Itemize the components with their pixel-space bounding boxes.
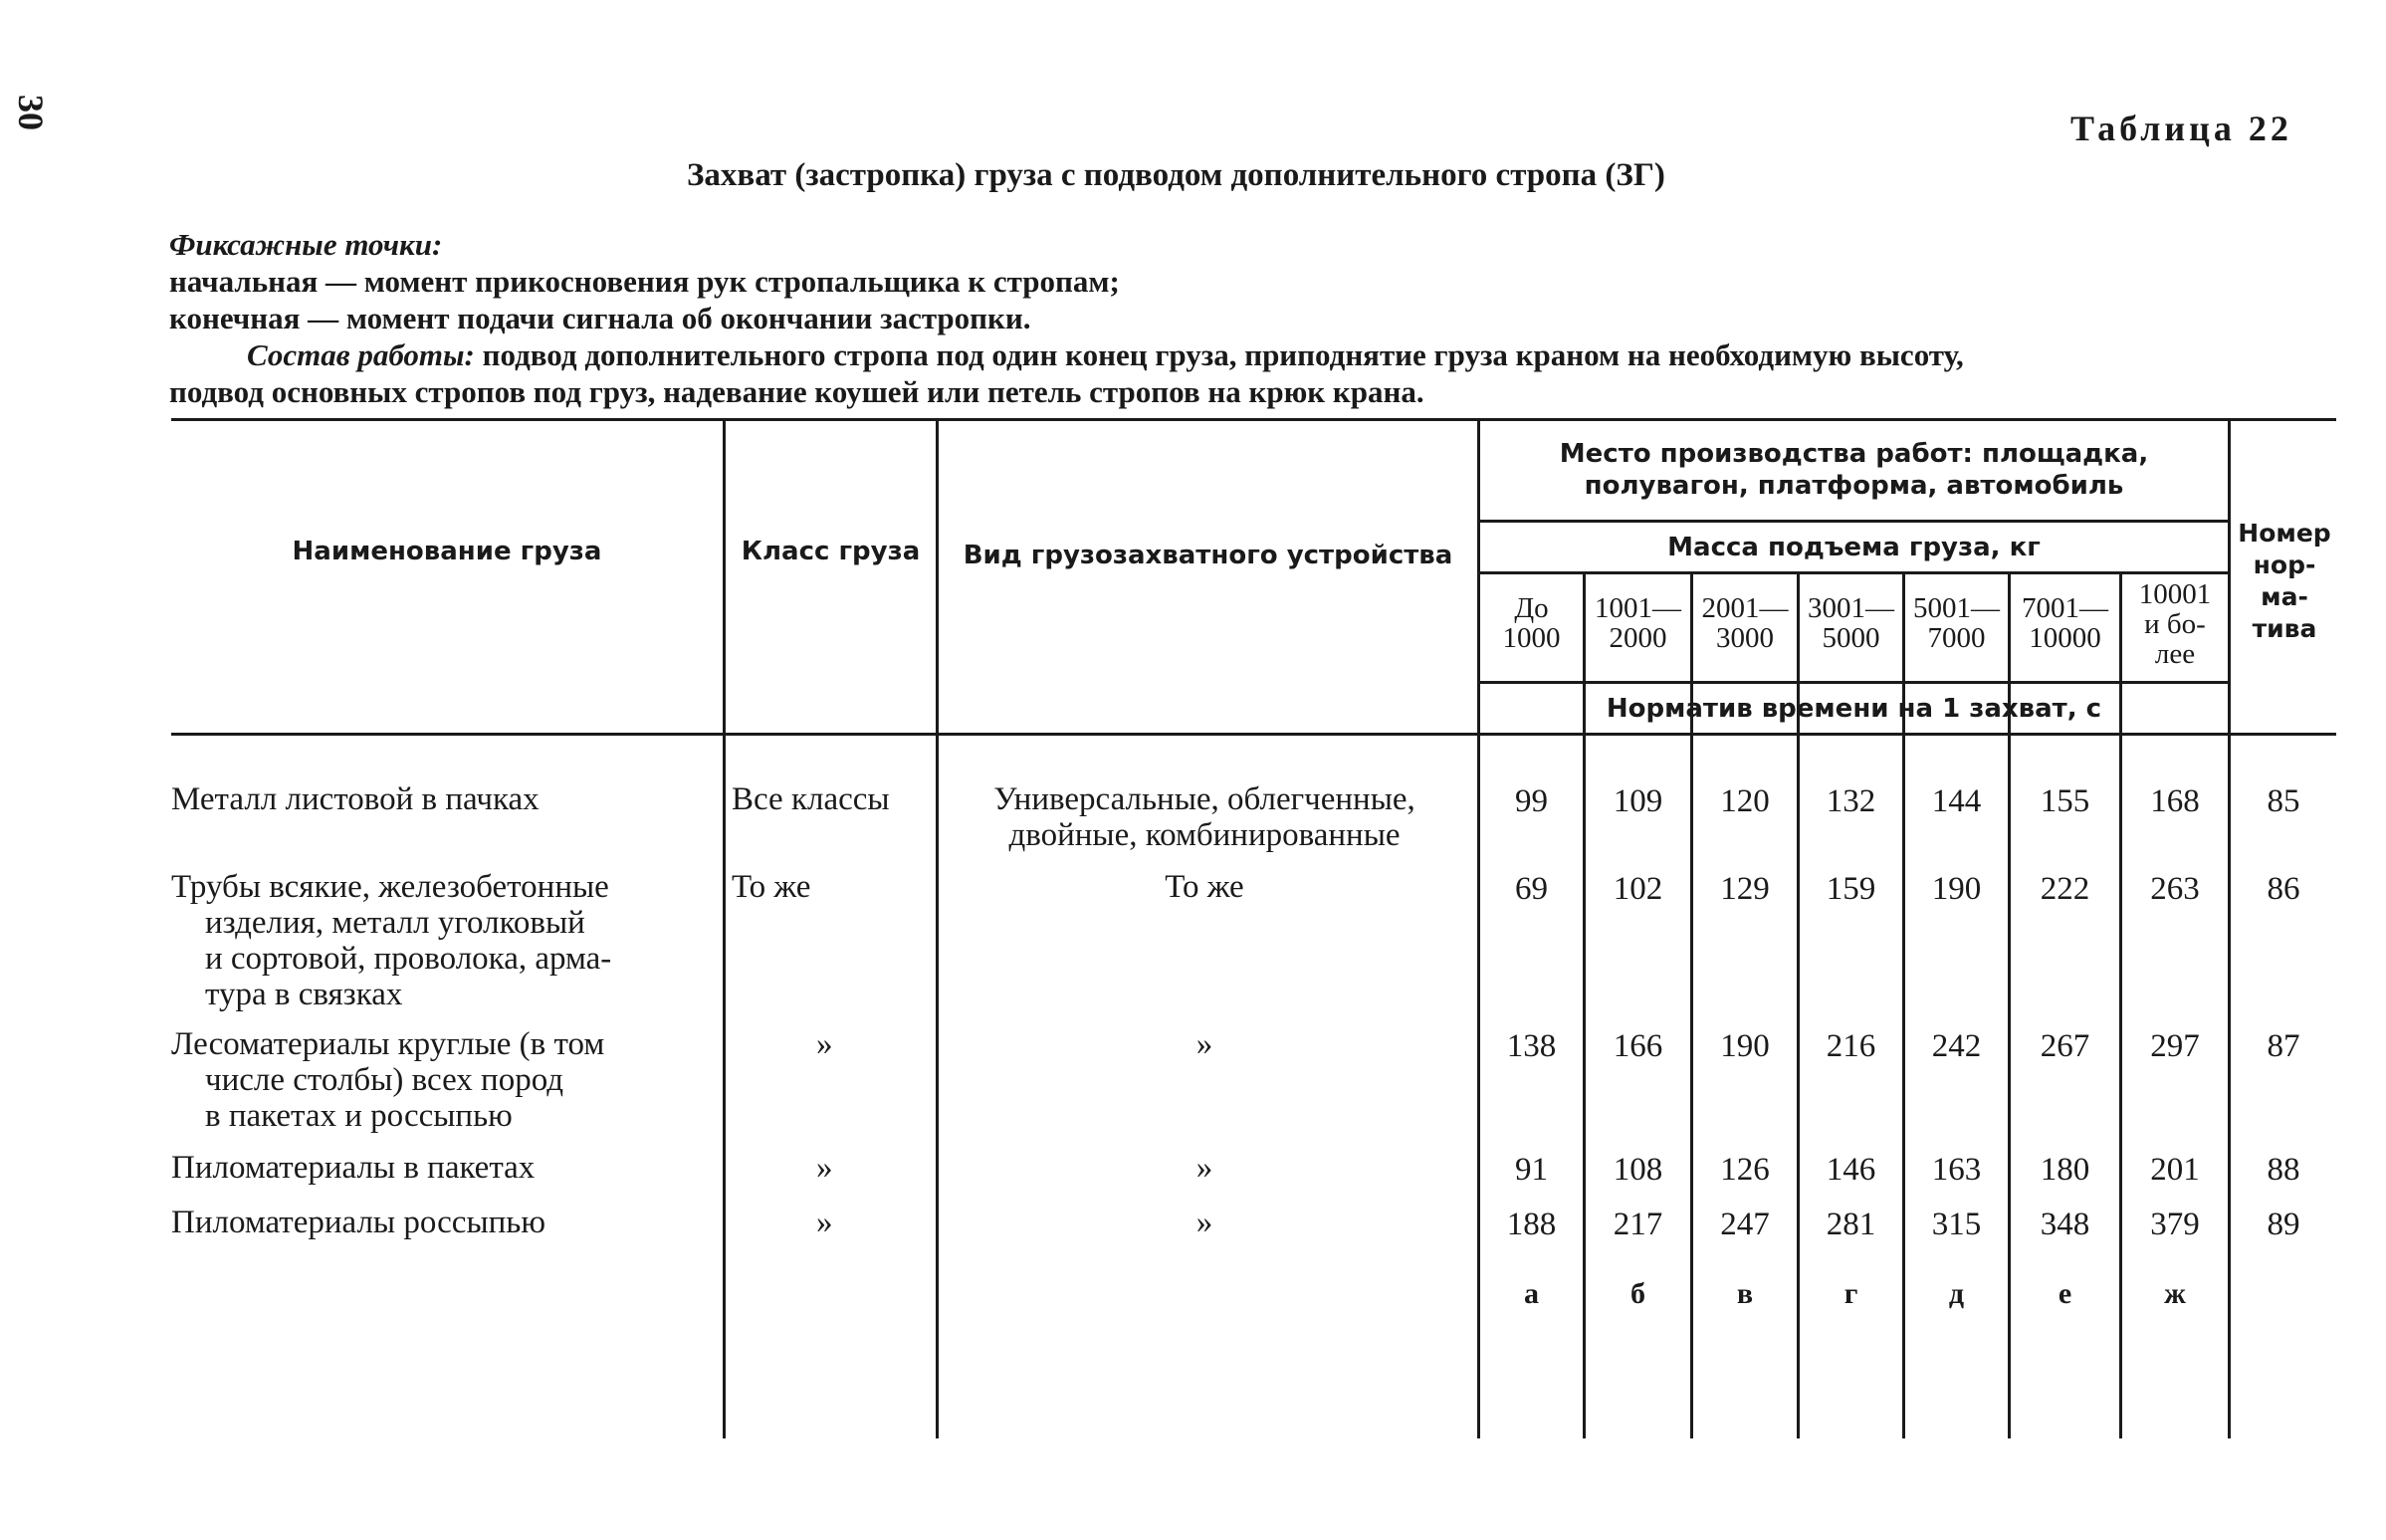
row-time-value: 188 [1506, 1207, 1557, 1242]
row-norm-number: 85 [2267, 783, 2300, 819]
header-place-line1: Место производства работ: площадка, [1559, 439, 2149, 469]
row-cargo-name [171, 1205, 709, 1240]
mass-range-line: 7001— [2022, 592, 2108, 624]
composition-text1: подвод дополнительного стропа под один конец груза, приподнятие груза краном на необходимую высоту, [482, 337, 1964, 372]
row-time-value: 129 [1720, 871, 1770, 907]
row-time-value: 109 [1613, 783, 1663, 819]
mass-range-line: 1000 [1502, 622, 1561, 654]
cargo-name-line: тура в связках [205, 977, 403, 1012]
cargo-name-line: изделия, металл уголковый [205, 905, 585, 941]
row-time-value: 102 [1613, 871, 1663, 907]
mass-range-line: 1001— [1595, 592, 1681, 624]
column-letter: ж [2164, 1277, 2186, 1310]
row-time-value: 281 [1826, 1207, 1876, 1242]
row-time-value: 155 [2040, 783, 2090, 819]
header-place-line2: полувагон, платформа, автомобиль [1584, 471, 2124, 501]
row-time-value: 108 [1613, 1152, 1663, 1188]
row-device-type: Универсальные, облегченные, двойные, комбинированные [993, 781, 1415, 853]
mass-range-line: 10000 [2029, 622, 2101, 654]
row-cargo-name [171, 1150, 709, 1186]
row-time-value: 315 [1931, 1207, 1982, 1242]
row-time-value: 190 [1931, 871, 1982, 907]
column-letter: г [1844, 1277, 1858, 1310]
row-time-value: 222 [2040, 871, 2090, 907]
cargo-name-line: Трубы всякие, железобетонные [171, 869, 609, 905]
column-letter: а [1524, 1277, 1539, 1310]
row-time-value: 163 [1931, 1152, 1982, 1188]
mass-range-header [2011, 593, 2119, 653]
row-time-value: 99 [1515, 783, 1548, 819]
row-cargo-name [171, 869, 709, 1012]
fix-point-end: конечная — момент подачи сигнала об окончании застропки. [169, 301, 1031, 335]
row-device-type: » [1195, 1026, 1213, 1062]
row-cargo-class: Все классы [732, 781, 890, 817]
row-cargo-name [171, 781, 709, 817]
mass-range-line: 5000 [1822, 622, 1880, 654]
row-time-value: 348 [2040, 1207, 2090, 1242]
row-device-type: » [1195, 1205, 1213, 1240]
table-title: Захват (застропка) груза с подводом дополнительного стропа (ЗГ) [687, 157, 1665, 193]
mass-range-header [1693, 593, 1797, 653]
row-time-value: 132 [1826, 783, 1876, 819]
cargo-name-line: Пиломатериалы в пакетах [171, 1150, 536, 1186]
header-device: Вид грузозахватного устройства [963, 541, 1453, 570]
row-norm-number: 89 [2267, 1207, 2300, 1242]
mass-range-header [1586, 593, 1690, 653]
row-time-value: 242 [1931, 1028, 1982, 1064]
row-time-value: 166 [1613, 1028, 1663, 1064]
row-time-value: 120 [1720, 783, 1770, 819]
mass-range-line: 2001— [1701, 592, 1789, 624]
mass-range-line: 2000 [1609, 622, 1667, 654]
header-norm-time: Норматив времени на 1 захват, с [1606, 694, 2102, 724]
composition-line1 [247, 337, 1964, 373]
row-time-value: 190 [1720, 1028, 1770, 1064]
row-cargo-class: То же [732, 869, 811, 905]
cargo-name-line: и сортовой, проволока, арма- [205, 941, 612, 977]
row-time-value: 267 [2040, 1028, 2090, 1064]
row-time-value: 247 [1720, 1207, 1770, 1242]
cargo-name-line: Пиломатериалы россыпью [171, 1205, 545, 1240]
row-cargo-class: » [816, 1026, 833, 1062]
row-time-value: 126 [1720, 1152, 1770, 1188]
row-cargo-class: » [816, 1150, 833, 1186]
row-time-value: 69 [1515, 871, 1548, 907]
composition-line2: подвод основных стропов под груз, надевание коушей или петель стропов на крюк крана. [169, 374, 1424, 409]
row-norm-number: 86 [2267, 871, 2300, 907]
row-time-value: 216 [1826, 1028, 1876, 1064]
mass-range-header [1480, 593, 1583, 653]
mass-range-line: 3000 [1716, 622, 1774, 654]
row-time-value: 146 [1826, 1152, 1876, 1188]
header-class: Класс груза [741, 537, 921, 566]
row-time-value: 138 [1506, 1028, 1557, 1064]
cargo-name-line: в пакетах и россыпью [205, 1098, 513, 1134]
cargo-name-line: Металл листовой в пачках [171, 781, 540, 817]
row-time-value: 168 [2150, 783, 2200, 819]
column-letter: д [1948, 1277, 1965, 1310]
mass-range-line: До [1514, 592, 1549, 624]
row-cargo-class: » [816, 1205, 833, 1240]
header-norm-number: Номер нор-ма-тива [2238, 519, 2331, 643]
mass-range-header [2122, 579, 2228, 669]
mass-range-line: и бо- [2144, 608, 2206, 640]
composition-heading: Состав работы: [247, 337, 475, 372]
row-time-value: 144 [1931, 783, 1982, 819]
fix-point-start: начальная — момент прикосновения рук стропальщика к стропам; [169, 264, 1120, 299]
row-time-value: 201 [2150, 1152, 2200, 1188]
mass-range-line: лее [2154, 638, 2196, 670]
row-time-value: 297 [2150, 1028, 2200, 1064]
mass-range-line: 10001 [2138, 578, 2212, 610]
row-time-value: 379 [2150, 1207, 2200, 1242]
row-norm-number: 88 [2267, 1152, 2300, 1188]
header-mass: Масса подъема груза, кг [1667, 533, 2041, 562]
row-norm-number: 87 [2267, 1028, 2300, 1064]
row-device-type: » [1195, 1150, 1213, 1186]
mass-range-line: 5001— [1913, 592, 2000, 624]
column-letter: е [2058, 1277, 2072, 1310]
header-name: Наименование груза [292, 537, 602, 566]
cargo-name-line: числе столбы) всех пород [205, 1062, 564, 1098]
row-time-value: 263 [2150, 871, 2200, 907]
column-letter: в [1736, 1277, 1754, 1310]
row-time-value: 91 [1515, 1152, 1548, 1188]
mass-range-line: 7000 [1927, 622, 1986, 654]
row-time-value: 180 [2040, 1152, 2090, 1188]
row-time-value: 217 [1613, 1207, 1663, 1242]
fix-points-heading: Фиксажные точки: [169, 227, 443, 262]
row-device-type: То же [1165, 869, 1244, 905]
cargo-name-line: Лесоматериалы круглые (в том [171, 1026, 605, 1062]
column-letter: б [1630, 1277, 1645, 1310]
header-place [1480, 438, 2228, 502]
row-time-value: 159 [1826, 871, 1876, 907]
table-label: Таблица 22 [2070, 109, 2292, 148]
mass-range-header [1800, 593, 1902, 653]
page-number: 30 [11, 95, 51, 130]
mass-range-line: 3001— [1808, 592, 1894, 624]
mass-range-header [1905, 593, 2008, 653]
row-cargo-name [171, 1026, 709, 1134]
